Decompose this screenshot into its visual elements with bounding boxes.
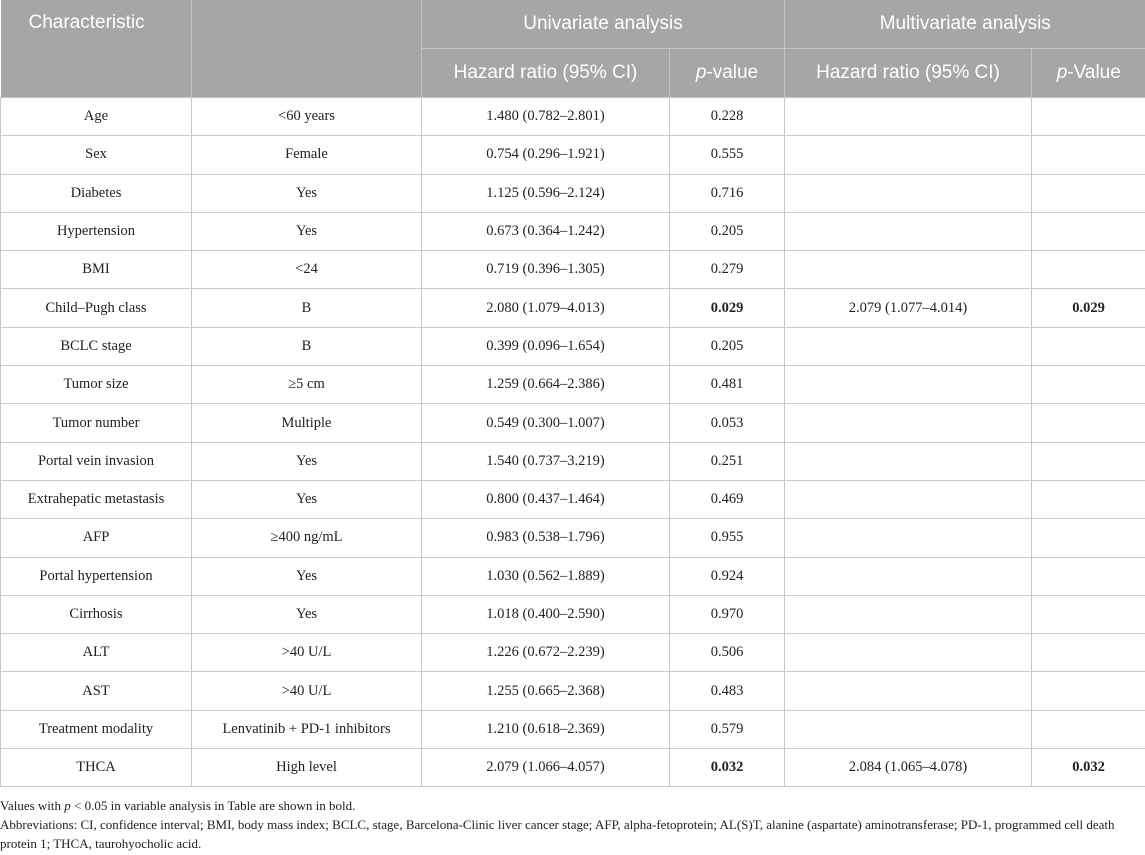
cell-uni-p-value: 0.955	[670, 519, 785, 557]
cell-uni-hazard-ratio: 2.080 (1.079–4.013)	[422, 289, 670, 327]
cell-multi-p-value: 0.032	[1032, 749, 1145, 787]
cell-multi-p-value	[1032, 710, 1145, 748]
cell-uni-hazard-ratio: 0.800 (0.437–1.464)	[422, 480, 670, 518]
header-univariate: Univariate analysis	[422, 0, 785, 49]
cell-uni-p-value: 0.579	[670, 710, 785, 748]
table-body	[1, 98, 1145, 787]
cell-multi-p-value: 0.029	[1032, 289, 1145, 327]
cell-multi-p-value	[1032, 634, 1145, 672]
cell-uni-hazard-ratio: 0.719 (0.396–1.305)	[422, 251, 670, 289]
cell-multi-hazard-ratio	[785, 98, 1032, 136]
table-row	[1, 289, 1145, 327]
cell-category: <24	[192, 251, 422, 289]
cell-uni-p-value: 0.053	[670, 404, 785, 442]
cell-uni-p-value: 0.228	[670, 98, 785, 136]
cell-uni-p-value: 0.555	[670, 136, 785, 174]
cell-category: Yes	[192, 212, 422, 250]
cell-uni-hazard-ratio: 0.549 (0.300–1.007)	[422, 404, 670, 442]
cell-characteristic: AST	[1, 672, 192, 710]
cell-characteristic: Extrahepatic metastasis	[1, 480, 192, 518]
cell-category: Lenvatinib + PD-1 inhibitors	[192, 710, 422, 748]
cell-multi-p-value	[1032, 251, 1145, 289]
table-row	[1, 136, 1145, 174]
cell-characteristic: Hypertension	[1, 212, 192, 250]
cell-category: ≥5 cm	[192, 366, 422, 404]
cell-multi-p-value	[1032, 672, 1145, 710]
cell-uni-p-value: 0.924	[670, 557, 785, 595]
cell-characteristic: Sex	[1, 136, 192, 174]
cell-category: Yes	[192, 480, 422, 518]
table-row	[1, 174, 1145, 212]
cell-uni-p-value: 0.483	[670, 672, 785, 710]
cell-uni-hazard-ratio: 1.226 (0.672–2.239)	[422, 634, 670, 672]
cell-multi-hazard-ratio	[785, 595, 1032, 633]
header-uni-hazard-ratio: Hazard ratio (95% CI)	[422, 49, 670, 98]
cell-multi-p-value	[1032, 595, 1145, 633]
table-row	[1, 672, 1145, 710]
cell-category: Yes	[192, 174, 422, 212]
table-row	[1, 327, 1145, 365]
cell-multi-hazard-ratio	[785, 480, 1032, 518]
cell-category: B	[192, 289, 422, 327]
cell-multi-p-value	[1032, 442, 1145, 480]
cell-multi-p-value	[1032, 174, 1145, 212]
header-multi-p-value: p-Value	[1032, 49, 1145, 98]
cell-uni-hazard-ratio: 1.255 (0.665–2.368)	[422, 672, 670, 710]
cell-multi-hazard-ratio	[785, 519, 1032, 557]
cell-uni-hazard-ratio: 0.399 (0.096–1.654)	[422, 327, 670, 365]
cell-multi-hazard-ratio	[785, 557, 1032, 595]
cell-category: >40 U/L	[192, 672, 422, 710]
cell-category: Yes	[192, 557, 422, 595]
table-row	[1, 251, 1145, 289]
cell-category: Multiple	[192, 404, 422, 442]
cell-characteristic: Cirrhosis	[1, 595, 192, 633]
cell-category: <60 years	[192, 98, 422, 136]
cell-uni-hazard-ratio: 1.259 (0.664–2.386)	[422, 366, 670, 404]
table-row	[1, 98, 1145, 136]
cell-multi-hazard-ratio	[785, 212, 1032, 250]
cell-uni-hazard-ratio: 0.983 (0.538–1.796)	[422, 519, 670, 557]
cell-multi-hazard-ratio	[785, 442, 1032, 480]
cell-multi-p-value	[1032, 557, 1145, 595]
cell-uni-hazard-ratio: 1.540 (0.737–3.219)	[422, 442, 670, 480]
header-multivariate: Multivariate analysis	[785, 0, 1145, 49]
cell-multi-p-value	[1032, 366, 1145, 404]
header-multi-hazard-ratio: Hazard ratio (95% CI)	[785, 49, 1032, 98]
table-row	[1, 710, 1145, 748]
cell-multi-p-value	[1032, 98, 1145, 136]
cell-category: Female	[192, 136, 422, 174]
table-row	[1, 634, 1145, 672]
cell-uni-hazard-ratio: 0.754 (0.296–1.921)	[422, 136, 670, 174]
table-row	[1, 404, 1145, 442]
cell-uni-p-value: 0.251	[670, 442, 785, 480]
cell-category: Yes	[192, 442, 422, 480]
cell-category: ≥400 ng/mL	[192, 519, 422, 557]
footnote-abbreviations: Abbreviations: CI, confidence interval; BMI, body mass index; BCLC, stage, Barcelona-Clinic liver cancer stage; AFP, alpha-fetoprotein; AL(S)T, alanine (aspartate) aminotransferase; PD-1, programmed cell death protein 1; THCA, taurohyocholic acid.	[0, 817, 1115, 851]
cell-category: High level	[192, 749, 422, 787]
table-row	[1, 480, 1145, 518]
table-row	[1, 366, 1145, 404]
cell-multi-hazard-ratio	[785, 327, 1032, 365]
cell-uni-p-value: 0.032	[670, 749, 785, 787]
cell-category: Yes	[192, 595, 422, 633]
cell-multi-hazard-ratio	[785, 366, 1032, 404]
cell-uni-p-value: 0.029	[670, 289, 785, 327]
cell-uni-hazard-ratio: 1.480 (0.782–2.801)	[422, 98, 670, 136]
cell-characteristic: Tumor number	[1, 404, 192, 442]
footnote-bold-note: Values with p < 0.05 in variable analysis in Table are shown in bold.	[0, 798, 356, 813]
cell-multi-hazard-ratio: 2.079 (1.077–4.014)	[785, 289, 1032, 327]
cell-multi-p-value	[1032, 212, 1145, 250]
cell-multi-p-value	[1032, 480, 1145, 518]
cell-uni-hazard-ratio: 1.125 (0.596–2.124)	[422, 174, 670, 212]
cell-uni-p-value: 0.205	[670, 212, 785, 250]
cell-characteristic: Tumor size	[1, 366, 192, 404]
cell-characteristic: AFP	[1, 519, 192, 557]
cell-multi-p-value	[1032, 519, 1145, 557]
table-row	[1, 749, 1145, 787]
cell-multi-hazard-ratio	[785, 710, 1032, 748]
cell-multi-hazard-ratio	[785, 672, 1032, 710]
cell-uni-hazard-ratio: 0.673 (0.364–1.242)	[422, 212, 670, 250]
cell-uni-hazard-ratio: 1.030 (0.562–1.889)	[422, 557, 670, 595]
cell-multi-hazard-ratio	[785, 404, 1032, 442]
header-characteristic: Characteristic	[1, 0, 192, 98]
cell-multi-hazard-ratio: 2.084 (1.065–4.078)	[785, 749, 1032, 787]
table-footnotes	[0, 796, 1145, 853]
cell-uni-hazard-ratio: 1.018 (0.400–2.590)	[422, 595, 670, 633]
cell-uni-hazard-ratio: 2.079 (1.066–4.057)	[422, 749, 670, 787]
cell-uni-p-value: 0.481	[670, 366, 785, 404]
cell-uni-p-value: 0.970	[670, 595, 785, 633]
cell-multi-p-value	[1032, 404, 1145, 442]
cell-multi-hazard-ratio	[785, 136, 1032, 174]
table-row	[1, 519, 1145, 557]
cell-characteristic: Portal vein invasion	[1, 442, 192, 480]
cell-multi-p-value	[1032, 136, 1145, 174]
cell-characteristic: Age	[1, 98, 192, 136]
cell-category: >40 U/L	[192, 634, 422, 672]
cell-category: B	[192, 327, 422, 365]
cell-characteristic: ALT	[1, 634, 192, 672]
table-row	[1, 557, 1145, 595]
cell-uni-p-value: 0.506	[670, 634, 785, 672]
cell-multi-hazard-ratio	[785, 634, 1032, 672]
cell-characteristic: BMI	[1, 251, 192, 289]
table-row	[1, 595, 1145, 633]
header-uni-p-value: p-value	[670, 49, 785, 98]
cell-uni-hazard-ratio: 1.210 (0.618–2.369)	[422, 710, 670, 748]
cell-characteristic: Diabetes	[1, 174, 192, 212]
cell-multi-hazard-ratio	[785, 174, 1032, 212]
cell-characteristic: Portal hypertension	[1, 557, 192, 595]
table-row	[1, 442, 1145, 480]
cell-characteristic: Child–Pugh class	[1, 289, 192, 327]
cell-characteristic: THCA	[1, 749, 192, 787]
cell-uni-p-value: 0.279	[670, 251, 785, 289]
header-category-blank	[192, 0, 422, 98]
cell-uni-p-value: 0.205	[670, 327, 785, 365]
cell-multi-hazard-ratio	[785, 251, 1032, 289]
cell-characteristic: BCLC stage	[1, 327, 192, 365]
table-header	[1, 0, 1145, 98]
cell-uni-p-value: 0.469	[670, 480, 785, 518]
cell-characteristic: Treatment modality	[1, 710, 192, 748]
cell-multi-p-value	[1032, 327, 1145, 365]
table-row	[1, 212, 1145, 250]
cell-uni-p-value: 0.716	[670, 174, 785, 212]
